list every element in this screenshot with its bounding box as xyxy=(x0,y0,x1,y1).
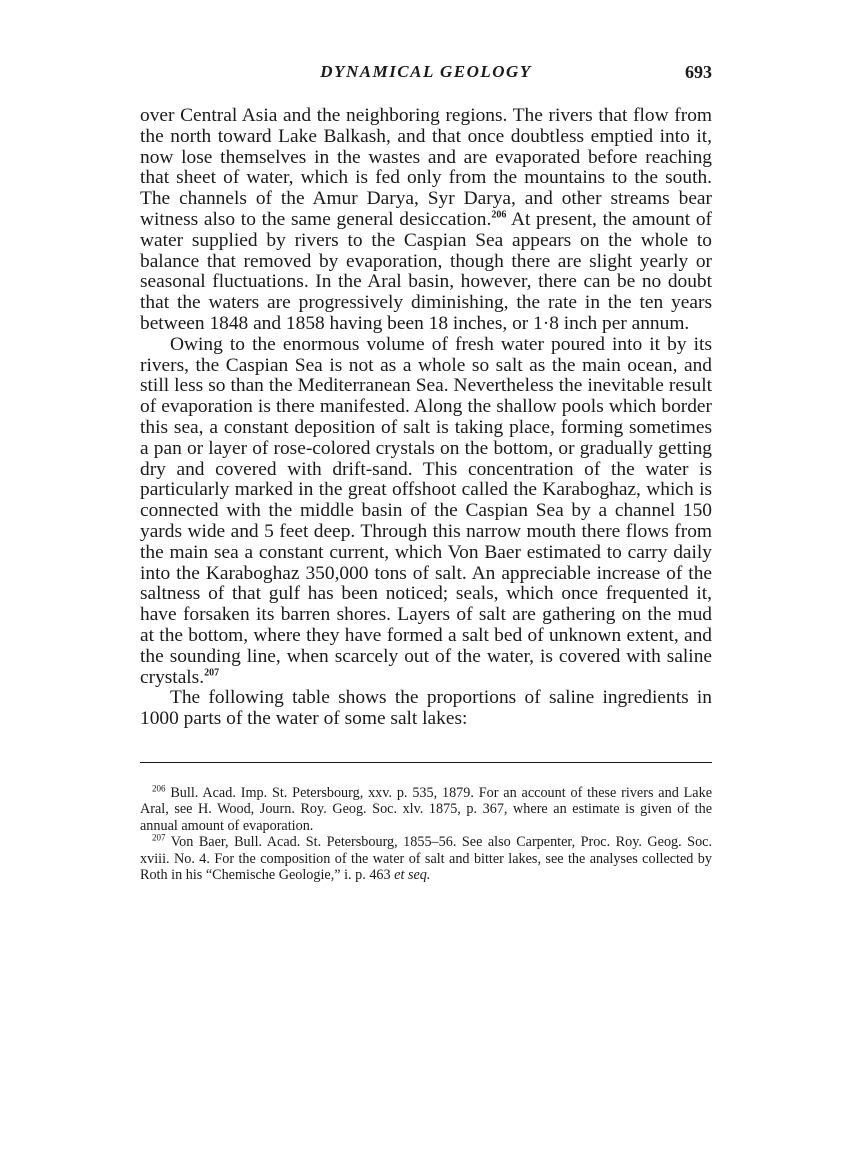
footnote-text: Bull. Acad. Imp. St. Petersbourg, xxv. p. 535, 1879. For an account of these rivers and Lake Aral, see H. Wood, Journ. Roy. Geog. Soc. xlv. 1875, p. 367, where an estimate is given of the annual amount of evaporation. xyxy=(140,784,712,834)
running-title: DYNAMICAL GEOLOGY xyxy=(320,62,532,81)
paragraph-2-text: Owing to the enormous volume of fresh water poured into it by its rivers, the Caspian Sea is not as a whole so salt as the main ocean, and still less so than the Mediterranean Sea. Nevertheless the inevitable result of evaporation is there manifested. Along the shallow pools which border this sea, a constant deposition of salt is taking place, forming sometimes a pan or layer of rose-colored crystals on the bottom, or gradually getting dry and covered with drift-sand. This concentration of the water is particularly marked in the great offshoot called the Karaboghaz, which is connected with the middle basin of the Caspian Sea by a channel 150 yards wide and 5 feet deep. Through this narrow mouth there flows from the main sea a constant current, which Von Baer estimated to carry daily into the Karaboghaz 350,000 tons of salt. An appreciable increase of the saltness of that gulf has been noticed; seals, which once frequented it, have forsaken its barren shores. Layers of salt are gathering on the mud at the bottom, where they have formed a salt bed of unknown extent, and the sounding line, when scarcely out of the water, is covered with saline crystals. xyxy=(140,333,712,688)
paragraph-2 xyxy=(140,335,712,689)
footnote-207 xyxy=(140,834,712,883)
page-number: 693 xyxy=(685,62,712,82)
paragraph-1 xyxy=(140,106,712,335)
footnote-206 xyxy=(140,785,712,834)
book-page xyxy=(140,58,712,883)
running-head xyxy=(140,58,712,88)
paragraph-3 xyxy=(140,688,712,730)
paragraph-1-tail: At present, the amount of water supplied by rivers to the Caspian Sea appears on the whole to balance that removed by evaporation, though there are slight yearly or seasonal fluctuations. In the Aral basin, however, there can be no doubt that the waters are progressively diminishing, the rate in the ten years between 1848 and 1858 having been 18 inches, or 1·8 inch per annum. xyxy=(140,208,712,334)
footnote-ref-207: 207 xyxy=(204,667,220,679)
footnote-text: Von Baer, Bull. Acad. St. Petersbourg, 1855–56. See also Carpenter, Proc. Roy. Geog. Soc. xviii. No. 4. For the composition of the water of salt and bitter lakes, see the analyses collected by Roth in his “Chemische Geologie,” i. p. 463 xyxy=(140,834,713,883)
footnote-number: 206 xyxy=(152,783,166,794)
footnote-italic-text: et seq. xyxy=(394,866,431,883)
footnote-number: 207 xyxy=(152,832,166,843)
body-text xyxy=(140,106,712,730)
footnote-ref-206: 206 xyxy=(491,209,507,221)
paragraph-3-text: The following table shows the proportions of saline ingredients in 1000 parts of the water of some salt lakes: xyxy=(140,687,712,730)
footnotes xyxy=(140,785,712,883)
paragraph-1-text: over Central Asia and the neighboring regions. The rivers that flow from the north toward Lake Balkash, and that once doubtless emptied into it, now lose themselves in the wastes and are evaporated before reaching that sheet of water, which is fed only from the mountains to the south. The channels of the Amur Darya, Syr Darya, and other streams bear witness also to the same general desiccation. xyxy=(140,105,712,230)
footnote-rule xyxy=(140,762,712,763)
